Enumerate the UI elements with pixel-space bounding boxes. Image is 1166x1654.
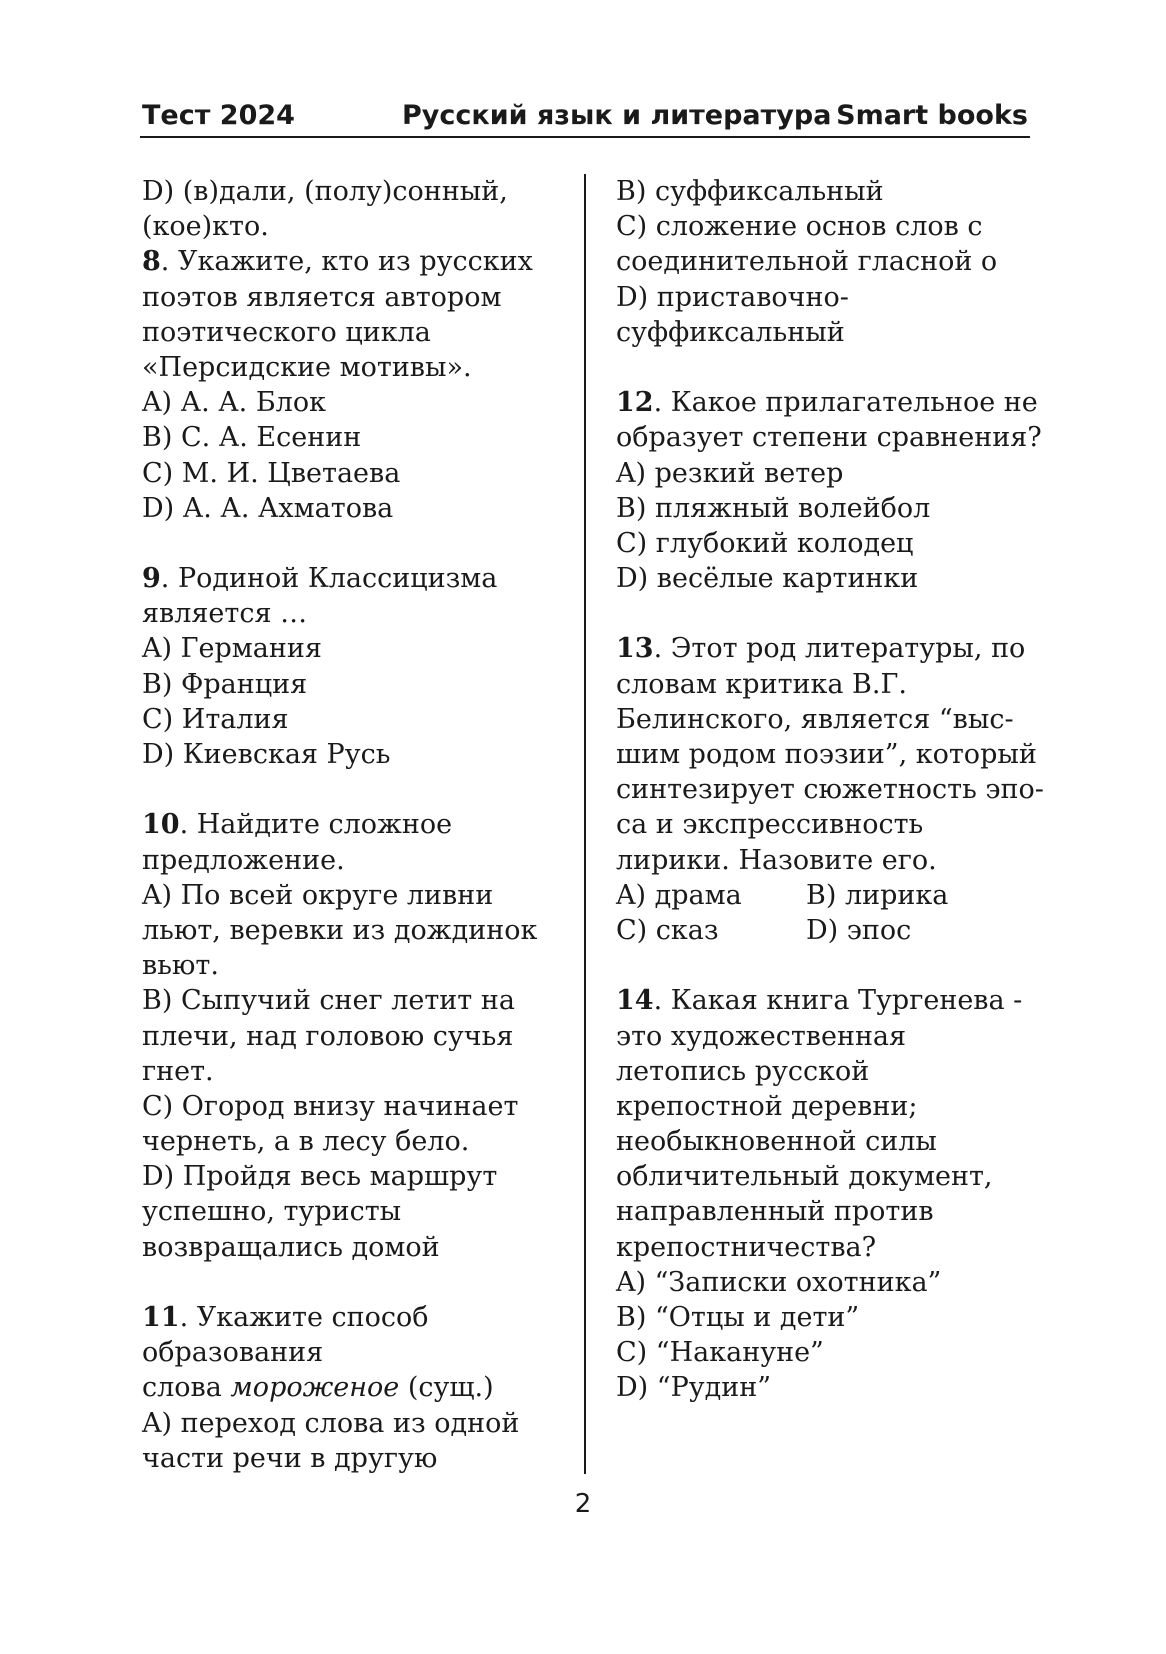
q11-option-c-line-2: соединительной гласной о: [616, 246, 998, 278]
q9-option-a: A) Германия: [142, 633, 322, 665]
q11-text-line-1: [142, 1300, 572, 1335]
q11-text-start: . Укажите способ: [179, 1302, 429, 1333]
q9-option-c: C) Италия: [142, 703, 289, 735]
q12-text-start: . Какое прилагательное не: [653, 387, 1038, 419]
q14-text-line-7: направленный против: [616, 1196, 934, 1228]
spacer: [616, 350, 1036, 385]
q13-option-b: B) лирика: [806, 879, 949, 911]
q9-text-start: . Родиной Классицизма: [160, 563, 498, 595]
question-13: [616, 631, 1044, 948]
q8-text-start: . Укажите, кто из русских: [160, 246, 533, 278]
q9-text-line-1: [142, 561, 572, 596]
q10-option-a-line-2: льют, веревки из дождинок: [142, 914, 538, 946]
q13-text-line-4: шим родом поэзии”, который: [616, 739, 1037, 770]
q14-text-start: . Какая книга Тургенева -: [653, 985, 1023, 1017]
q8-number: 8: [142, 246, 161, 278]
q14-text-line-4: крепостной деревни;: [616, 1090, 918, 1122]
q11-option-a-line-2: части речи в другую: [142, 1442, 438, 1474]
q10-number: 10: [142, 809, 180, 841]
q11-option-d-line-2: суффиксальный: [616, 316, 845, 348]
q14-number: 14: [616, 985, 654, 1017]
question-12: [616, 385, 1042, 596]
q10-option-b-line-1: B) Сыпучий снег летит на: [142, 985, 515, 1017]
header-test-year: Тест 2024: [142, 100, 295, 131]
q12-text-line-2: образует степени сравнения?: [616, 422, 1042, 454]
q10-option-d-line-2: успешно, туристы: [142, 1196, 402, 1228]
q8-text-line-2: поэтов является автором: [142, 281, 502, 313]
q10-option-c-line-2: чернеть, а в лесу бело.: [142, 1126, 470, 1158]
q10-option-b-line-3: гнет.: [142, 1055, 214, 1087]
q7-option-d-line-1: D) (в)дали, (полу)сонный,: [142, 176, 508, 207]
q12-number: 12: [616, 387, 654, 419]
q10-option-b-line-2: плечи, над головою сучья: [142, 1020, 514, 1052]
spacer: [616, 596, 1036, 631]
header-subject: Русский язык и литература: [402, 100, 832, 131]
q10-option-a-line-3: вьют.: [142, 950, 219, 982]
q11-word-prefix: слова: [142, 1372, 231, 1404]
q11-option-a-line-1: A) переход слова из одной: [142, 1407, 520, 1439]
q10-option-d-line-1: D) Пройдя весь маршрут: [142, 1161, 498, 1193]
question-10: [142, 807, 572, 1264]
q8-text-line-4: «Персидские мотивы».: [142, 351, 472, 383]
q12-option-d: D) весёлые картинки: [616, 563, 919, 595]
q14-option-b: B) “Отцы и дети”: [616, 1302, 860, 1333]
q14-text-line-5: необыкновенной силы: [616, 1126, 937, 1158]
question-14: [616, 983, 1036, 1405]
spacer: [142, 1265, 572, 1300]
q13-text-line-5: синтезирует сюжетность эпо-: [616, 774, 1044, 806]
q8-option-c: C) М. И. Цветаева: [142, 457, 401, 489]
q13-text-line-6: са и экспрессивность: [616, 809, 924, 841]
q13-text-line-1: [616, 631, 1036, 666]
q12-text-line-1: [616, 385, 1036, 420]
left-column: [142, 174, 572, 1476]
q13-text-start: . Этот род литературы, по: [653, 633, 1026, 665]
q13-options-row-2: [616, 913, 1036, 948]
q9-option-b: B) Франция: [142, 668, 308, 700]
spacer: [142, 526, 572, 561]
q14-text-line-1: [616, 983, 1036, 1018]
q11-option-b: B) суффиксальный: [616, 176, 884, 207]
q8-text-line-3: поэтического цикла: [142, 316, 431, 348]
q11-number: 11: [142, 1302, 180, 1333]
q11-text-line-3: [142, 1370, 572, 1405]
q14-text-line-3: летопись русской: [616, 1055, 870, 1087]
q14-option-c: C) “Накануне”: [616, 1337, 824, 1369]
q13-text-line-7: лирики. Назовите его.: [616, 844, 937, 876]
page-number: 2: [574, 1489, 592, 1519]
q13-option-c: C) сказ: [616, 914, 719, 946]
question-8: [142, 244, 572, 526]
q11-target-word: мороженое: [230, 1372, 400, 1404]
q14-option-d: D) “Рудин”: [616, 1372, 772, 1404]
q12-option-a: A) резкий ветер: [616, 457, 844, 489]
spacer: [142, 772, 572, 807]
q10-option-c-line-1: C) Огород внизу начинает: [142, 1090, 519, 1122]
q10-text-line-2: предложение.: [142, 844, 345, 876]
q14-text-line-8: крепостничества?: [616, 1231, 877, 1263]
q13-number: 13: [616, 633, 654, 665]
column-divider: [584, 174, 586, 1474]
q10-option-a-line-1: A) По всей округе ливни: [142, 879, 494, 911]
q9-option-d: D) Киевская Русь: [142, 739, 391, 770]
q8-option-b: B) С. А. Есенин: [142, 422, 362, 454]
q10-text-start: . Найдите сложное: [179, 809, 453, 841]
q10-text-line-1: [142, 807, 572, 842]
q7-option-d-line-2: (кое)кто.: [142, 211, 269, 243]
q14-option-a: A) “Записки охотника”: [616, 1266, 942, 1298]
q14-text-line-6: обличительный документ,: [616, 1161, 993, 1193]
q12-option-c: C) глубокий колодец: [616, 527, 914, 559]
q11-option-d-line-1: D) приставочно-: [616, 281, 849, 313]
q8-text-line-1: [142, 244, 572, 279]
page-header: [140, 96, 1030, 138]
spacer: [616, 948, 1036, 983]
q13-text-line-2: словам критика В.Г.: [616, 668, 907, 700]
q14-text-line-2: это художественная: [616, 1020, 907, 1052]
q8-option-a: A) А. А. Блок: [142, 387, 326, 419]
q13-text-line-3: Белинского, является “выс-: [616, 703, 1014, 735]
q9-text-line-2: является …: [142, 598, 308, 630]
q13-option-a: A) драма: [616, 879, 742, 911]
question-9: [142, 561, 572, 772]
q11-word-suffix: (сущ.): [399, 1372, 494, 1404]
q10-option-d-line-3: возвращались домой: [142, 1231, 440, 1263]
q11-option-c-line-1: C) сложение основ слов с: [616, 211, 983, 243]
header-publisher: Smart books: [836, 100, 1028, 131]
question-11: [142, 1300, 572, 1476]
q11-text-line-2: образования: [142, 1337, 324, 1369]
q8-option-d: D) А. А. Ахматова: [142, 492, 394, 524]
q9-number: 9: [142, 563, 161, 595]
q13-options-row-1: [616, 878, 1036, 913]
q12-option-b: B) пляжный волейбол: [616, 492, 931, 524]
right-column: [616, 174, 1044, 1406]
q13-option-d: D) эпос: [806, 914, 912, 946]
